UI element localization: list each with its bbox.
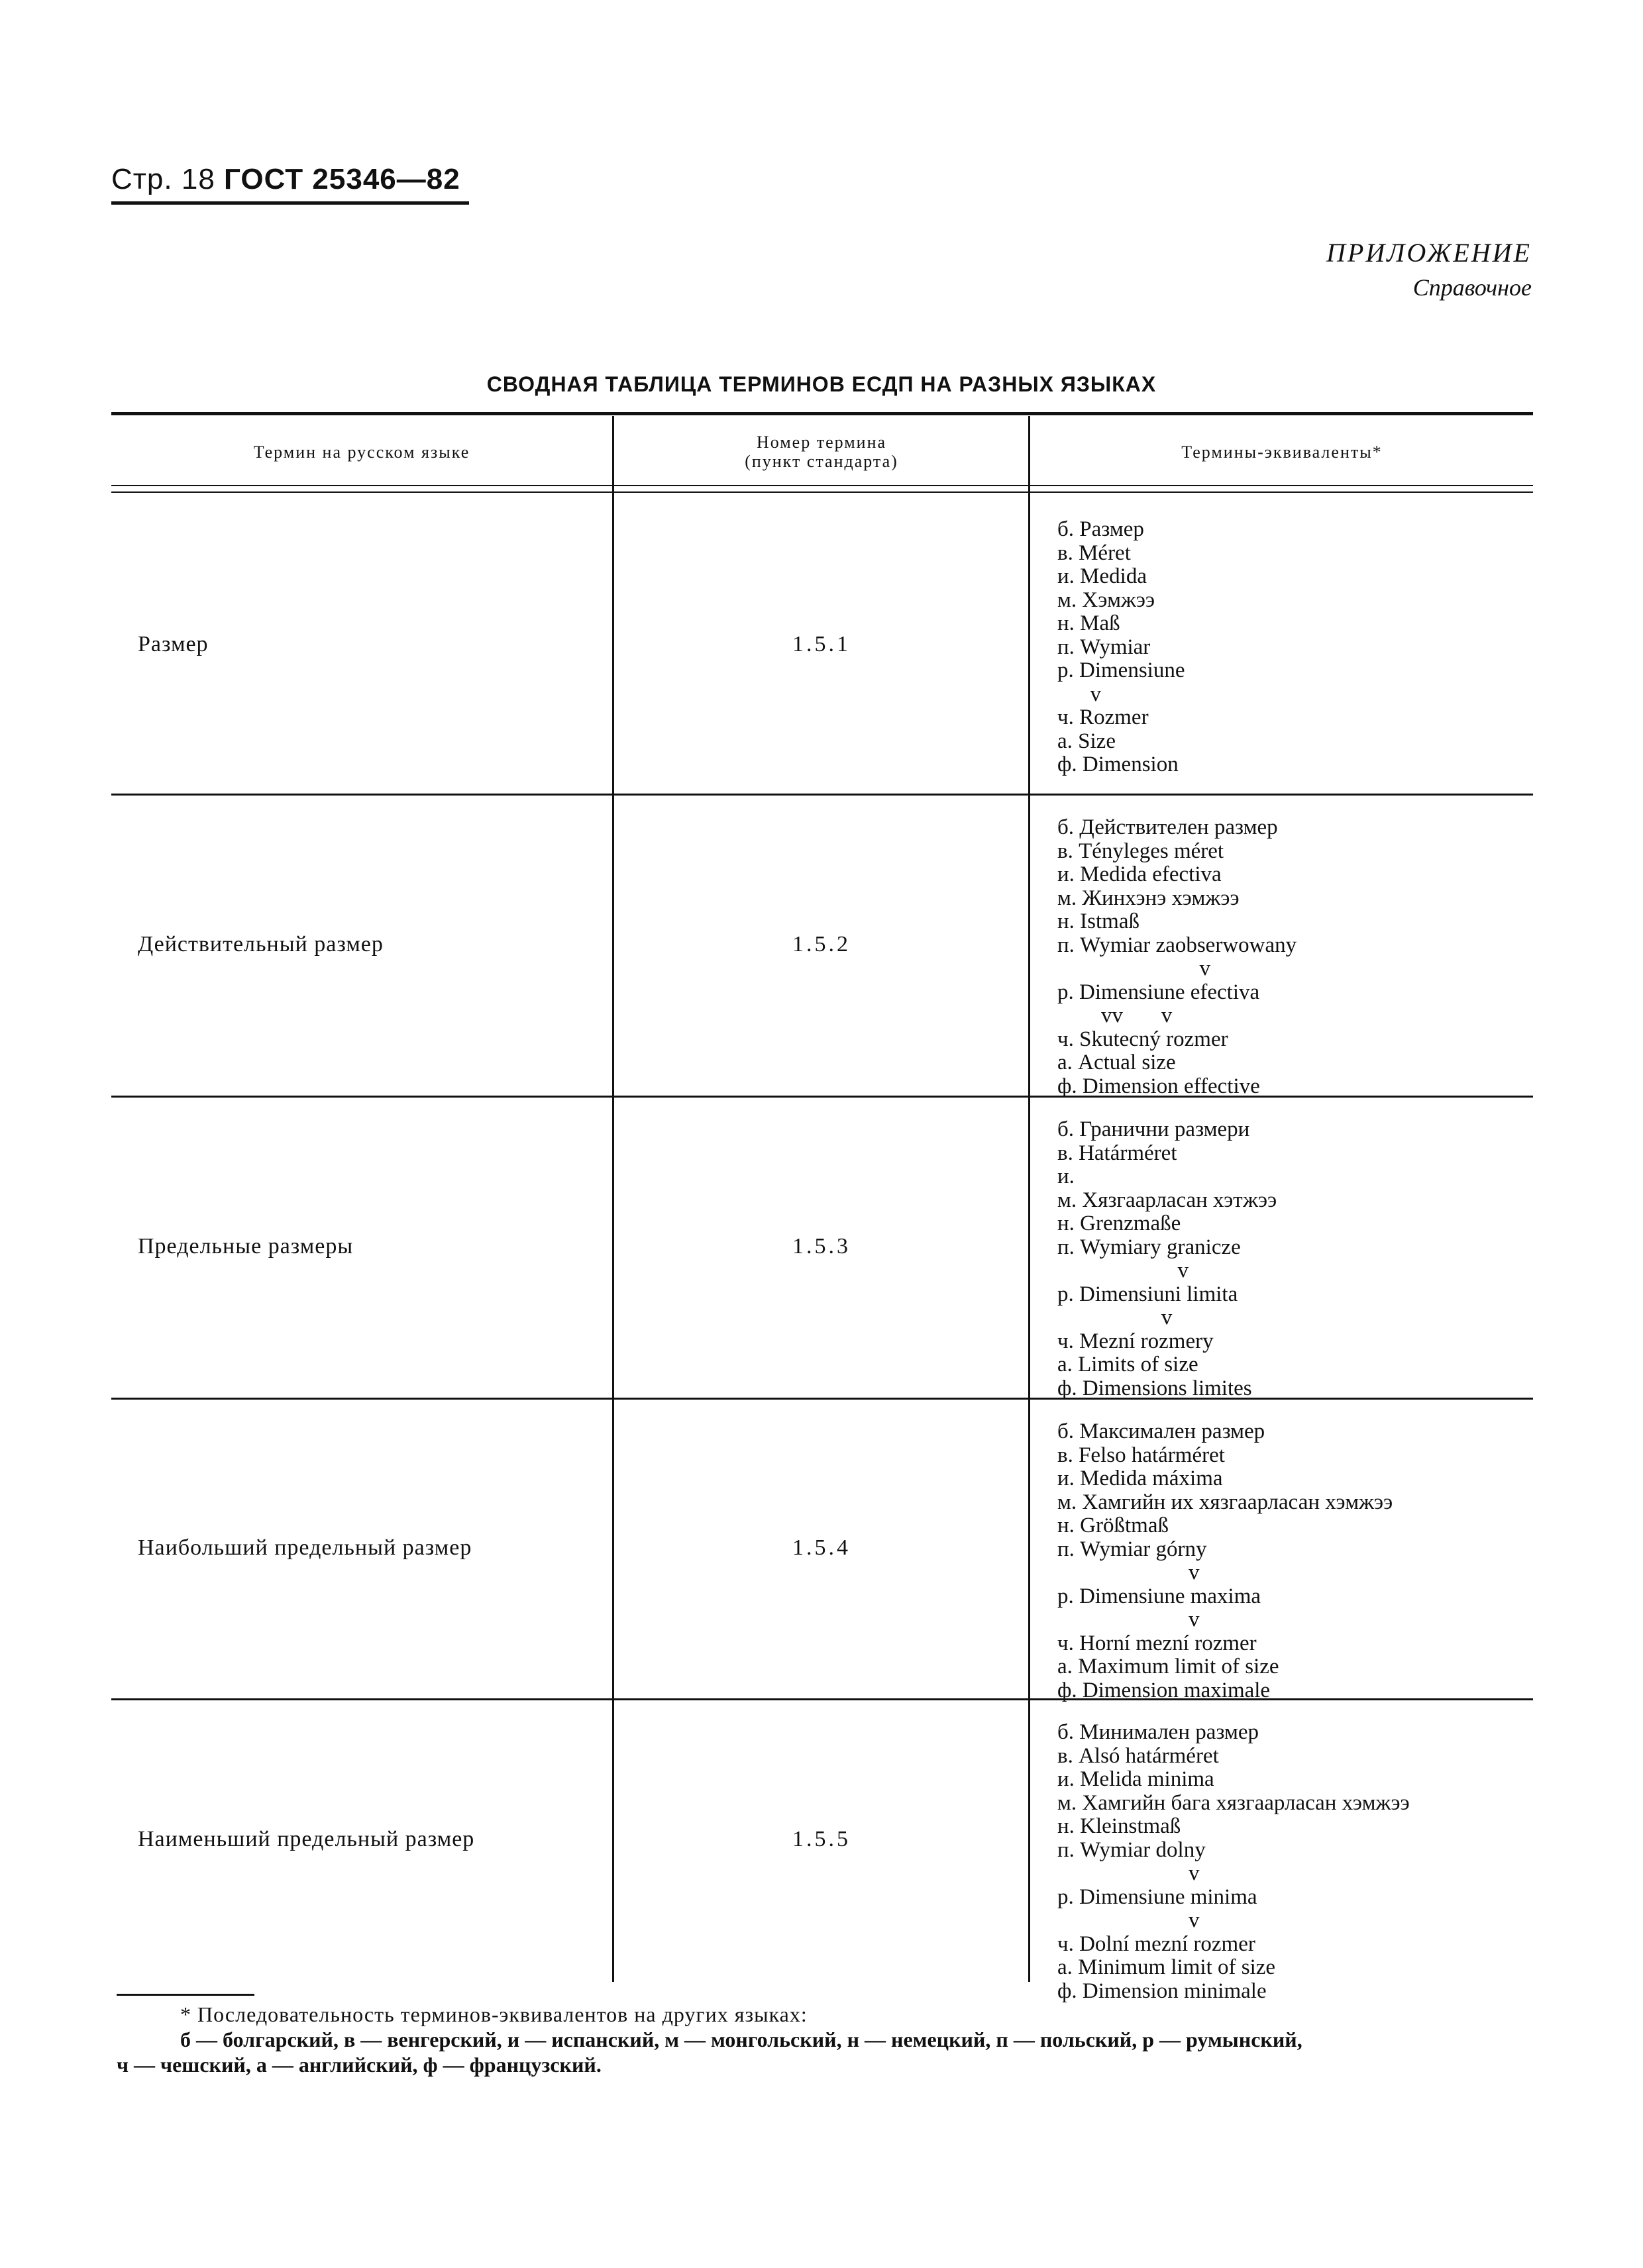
equivalent-term: а. Size <box>1057 729 1116 753</box>
footnote-rule <box>117 1994 254 1996</box>
equivalent-term: б. Гранични размери <box>1057 1117 1250 1141</box>
equivalent-term: м. Хамгийн их хязгаарласан хэмжээ <box>1057 1490 1393 1514</box>
equivalent-term: v <box>1057 1608 1200 1631</box>
table-row <box>111 1698 1533 2003</box>
equivalent-term: п. Wymiar górny <box>1057 1537 1207 1561</box>
footnote <box>117 2002 1534 2077</box>
equivalent-term: v <box>1057 956 1210 980</box>
equivalent-term: ч. Skutecný rozmer <box>1057 1027 1228 1051</box>
footnote-line-3: ч — чешский, а — английский, ф — французский. <box>117 2053 602 2077</box>
equivalent-term: б. Минимален размер <box>1057 1720 1259 1744</box>
equivalent-term: п. Wymiary granicze <box>1057 1235 1241 1259</box>
row-term: Наибольший предельный размер <box>138 1535 472 1560</box>
row-equivalents <box>1057 816 1521 1098</box>
equivalent-term: в. Határméret <box>1057 1141 1177 1165</box>
equivalent-term: ф. Dimensions limites <box>1057 1376 1252 1400</box>
row-equivalents <box>1057 1118 1521 1400</box>
equivalent-term: н. Istmaß <box>1057 909 1140 933</box>
equivalent-term: м. Хэмжээ <box>1057 588 1155 612</box>
table-row <box>111 1096 1533 1398</box>
row-number: 1.5.5 <box>792 1827 851 1851</box>
page-header <box>111 163 460 196</box>
equivalent-term: ч. Mezní rozmery <box>1057 1329 1214 1353</box>
row-term: Предельные размеры <box>138 1234 354 1259</box>
equivalent-term: а. Maximum limit of size <box>1057 1655 1279 1678</box>
equivalent-term: v <box>1057 1306 1173 1329</box>
row-term: Действительный размер <box>138 932 384 956</box>
row-number: 1.5.2 <box>792 932 851 956</box>
table-top-rule <box>111 412 1533 415</box>
equivalent-term: ч. Rozmer <box>1057 705 1149 729</box>
row-separator <box>111 1398 1533 1400</box>
equivalent-term: в. Méret <box>1057 541 1131 565</box>
equivalent-term: б. Действителен размер <box>1057 815 1278 839</box>
equivalent-term: р. Dimensiuni limita <box>1057 1282 1238 1306</box>
row-term: Размер <box>138 632 209 656</box>
equivalent-term: а. Actual size <box>1057 1051 1176 1074</box>
equivalent-term: в. Tényleges méret <box>1057 839 1224 863</box>
equivalent-term: в. Alsó határméret <box>1057 1743 1219 1768</box>
equivalent-term: н. Größtmaß <box>1057 1514 1169 1537</box>
row-number: 1.5.3 <box>792 1234 851 1259</box>
row-number: 1.5.4 <box>792 1535 851 1560</box>
appendix-label: ПРИЛОЖЕНИЕ <box>1326 238 1532 268</box>
row-equivalents <box>1057 518 1521 777</box>
equivalent-term: v <box>1057 1259 1189 1282</box>
header-term: Термин на русском языке <box>253 442 470 462</box>
equivalent-term: б. Размер <box>1057 517 1144 541</box>
equivalent-term: п. Wymiar dolny <box>1057 1837 1206 1862</box>
equivalent-term: п. Wymiar <box>1057 635 1151 659</box>
equivalent-term: м. Хамгийн бага хязгаарласан хэмжээ <box>1057 1790 1410 1815</box>
equivalent-term: р. Dimensiune efectiva <box>1057 980 1260 1004</box>
header-rule-upper <box>111 485 1533 486</box>
row-separator <box>111 1096 1533 1098</box>
equivalent-term: н. Kleinstmaß <box>1057 1814 1181 1838</box>
equivalent-term: р. Dimensiune maxima <box>1057 1584 1261 1608</box>
row-number: 1.5.1 <box>792 632 851 656</box>
equivalent-term: ф. Dimension minimale <box>1057 1979 1267 2003</box>
table-row <box>111 495 1533 794</box>
equivalent-term: п. Wymiar zaobserwowany <box>1057 933 1297 957</box>
equivalent-term: и. Melida minima <box>1057 1767 1214 1791</box>
equivalent-term: а. Minimum limit of size <box>1057 1955 1276 1979</box>
equivalent-term: н. Grenzmaße <box>1057 1211 1181 1235</box>
table-row <box>111 1398 1533 1702</box>
equivalent-term: и. Medida máxima <box>1057 1467 1223 1490</box>
standard-number: ГОСТ 25346—82 <box>224 163 460 195</box>
header-number-line2: (пункт стандарта) <box>745 452 898 471</box>
equivalent-term: м. Жинхэнэ хэмжээ <box>1057 886 1240 910</box>
header-equivalents: Термины-эквиваленты* <box>1181 442 1383 462</box>
header-number <box>615 423 1028 482</box>
row-equivalents <box>1057 1721 1521 2003</box>
row-equivalents <box>1057 1420 1521 1702</box>
equivalent-term: v <box>1057 1561 1200 1584</box>
equivalent-term: v <box>1057 682 1101 706</box>
equivalent-term: р. Dimensiune <box>1057 658 1185 682</box>
equivalent-term: ч. Horní mezní rozmer <box>1057 1631 1257 1655</box>
footnote-line-2: б — болгарский, в — венгерский, и — испанский, м — монгольский, н — немецкий, п — польский, р — румынский, <box>180 2028 1302 2051</box>
equivalent-term: в. Felso határméret <box>1057 1443 1225 1467</box>
equivalent-term: ф. Dimension maximale <box>1057 1678 1271 1702</box>
header-underline <box>111 201 469 205</box>
equivalent-term: vv v <box>1057 1004 1173 1027</box>
row-separator <box>111 1698 1533 1700</box>
equivalent-term: ч. Dolní mezní rozmer <box>1057 1932 1255 1956</box>
table-row <box>111 794 1533 1096</box>
equivalent-term: ф. Dimension effective <box>1057 1074 1260 1098</box>
equivalent-term: б. Максимален размер <box>1057 1419 1265 1443</box>
equivalent-term: v <box>1057 1861 1200 1885</box>
appendix-type: Справочное <box>1412 274 1532 301</box>
equivalent-term: и. Medida efectiva <box>1057 862 1222 886</box>
row-term: Наименьший предельный размер <box>138 1827 475 1851</box>
equivalent-term: и. <box>1057 1164 1075 1188</box>
footnote-line-1: * Последовательность терминов-эквивалентов на других языках: <box>180 2002 808 2026</box>
appendix-block <box>1326 237 1532 301</box>
header-number-line1: Номер термина <box>756 433 887 452</box>
equivalent-term: м. Хязгаарласан хэтжээ <box>1057 1188 1277 1212</box>
equivalent-term: н. Maß <box>1057 611 1120 635</box>
equivalent-term: а. Limits of size <box>1057 1353 1198 1376</box>
equivalent-term: ф. Dimension <box>1057 752 1179 776</box>
terms-table <box>111 412 1533 2003</box>
row-separator <box>111 794 1533 796</box>
equivalent-term: v <box>1057 1908 1200 1932</box>
header-rule-lower <box>111 491 1533 493</box>
equivalent-term: р. Dimensiune minima <box>1057 1884 1257 1909</box>
page-number: Стр. 18 <box>111 163 215 195</box>
equivalent-term: и. Medida <box>1057 564 1147 588</box>
table-title: СВОДНАЯ ТАБЛИЦА ТЕРМИНОВ ЕСДП НА РАЗНЫХ ЯЗЫКАХ <box>486 372 1157 396</box>
